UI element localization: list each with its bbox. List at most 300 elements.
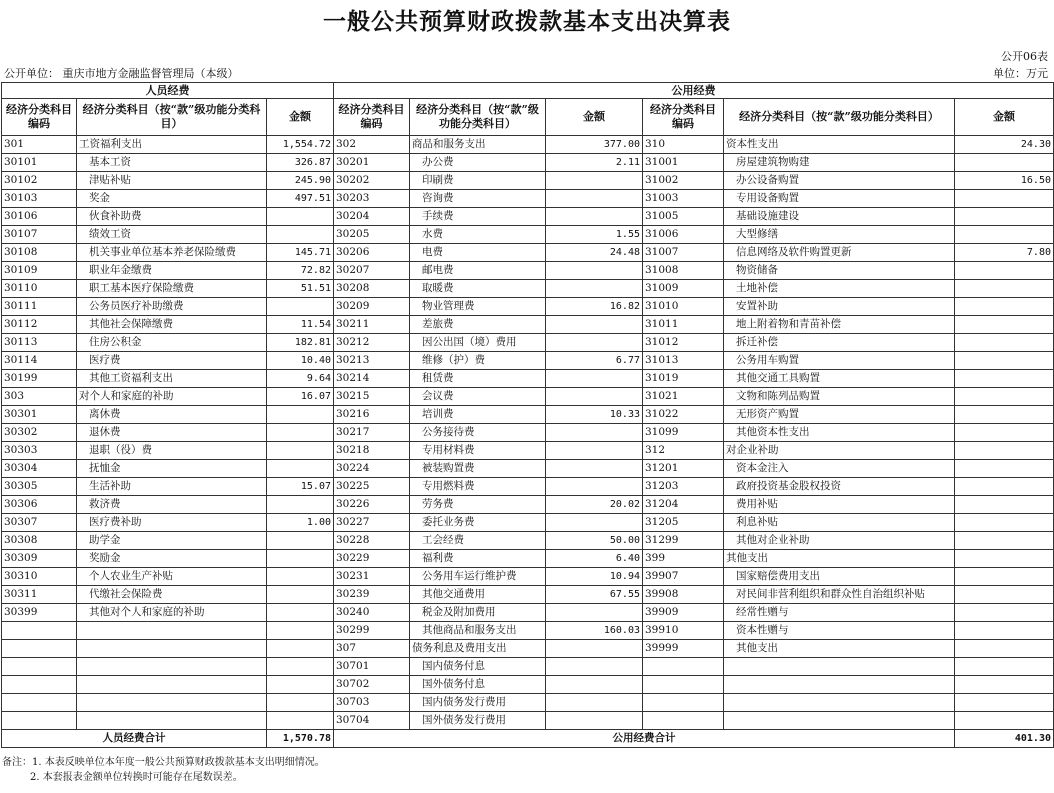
cell-amount-1 bbox=[267, 460, 334, 478]
cell-amount-2: 20.02 bbox=[546, 496, 643, 514]
cell-amount-2 bbox=[546, 316, 643, 334]
form-number: 公开06表 bbox=[1001, 50, 1048, 63]
public-total-label: 公用经费合计 bbox=[334, 730, 955, 748]
cell-amount-3: 24.30 bbox=[955, 136, 1054, 154]
expenditure-table bbox=[1, 82, 1054, 748]
cell-amount-3 bbox=[955, 460, 1054, 478]
money-unit: 单位：万元 bbox=[993, 67, 1048, 80]
cell-code-1: 30303 bbox=[2, 442, 77, 460]
table-row bbox=[2, 370, 1054, 388]
table-row bbox=[2, 550, 1054, 568]
cell-name-2: 因公出国（境）费用 bbox=[410, 334, 546, 352]
cell-amount-1 bbox=[267, 622, 334, 640]
cell-name-1 bbox=[77, 676, 267, 694]
cell-amount-2 bbox=[546, 388, 643, 406]
table-row bbox=[2, 568, 1054, 586]
cell-name-3: 经常性赠与 bbox=[724, 604, 955, 622]
cell-code-3: 31008 bbox=[643, 262, 724, 280]
cell-name-3: 公务用车购置 bbox=[724, 352, 955, 370]
cell-name-1 bbox=[77, 658, 267, 676]
cell-code-1: 303 bbox=[2, 388, 77, 406]
cell-name-2: 公务用车运行维护费 bbox=[410, 568, 546, 586]
cell-name-1 bbox=[77, 712, 267, 730]
cell-name-1: 医疗费 bbox=[77, 352, 267, 370]
cell-code-2: 30214 bbox=[334, 370, 410, 388]
cell-name-3: 土地补偿 bbox=[724, 280, 955, 298]
page-title: 一般公共预算财政拨款基本支出决算表 bbox=[323, 8, 731, 35]
cell-amount-2 bbox=[546, 460, 643, 478]
cell-amount-3 bbox=[955, 262, 1054, 280]
cell-amount-1 bbox=[267, 298, 334, 316]
table-row bbox=[2, 226, 1054, 244]
cell-amount-1 bbox=[267, 496, 334, 514]
cell-amount-3 bbox=[955, 388, 1054, 406]
cell-name-2: 电费 bbox=[410, 244, 546, 262]
section-header-row bbox=[2, 83, 1054, 99]
cell-name-1: 生活补助 bbox=[77, 478, 267, 496]
cell-name-3: 物资储备 bbox=[724, 262, 955, 280]
cell-code-3: 31010 bbox=[643, 298, 724, 316]
cell-amount-2 bbox=[546, 424, 643, 442]
table-row bbox=[2, 640, 1054, 658]
header-code-2: 经济分类科目编码 bbox=[334, 99, 410, 136]
cell-code-1: 30102 bbox=[2, 172, 77, 190]
cell-amount-3 bbox=[955, 334, 1054, 352]
cell-code-3: 31205 bbox=[643, 514, 724, 532]
cell-amount-3 bbox=[955, 424, 1054, 442]
cell-name-1 bbox=[77, 640, 267, 658]
cell-code-3: 31001 bbox=[643, 154, 724, 172]
cell-amount-3 bbox=[955, 496, 1054, 514]
cell-name-1: 工资福利支出 bbox=[77, 136, 267, 154]
cell-code-3: 399 bbox=[643, 550, 724, 568]
cell-code-2: 30231 bbox=[334, 568, 410, 586]
table-row bbox=[2, 460, 1054, 478]
table-row bbox=[2, 712, 1054, 730]
cell-amount-3 bbox=[955, 478, 1054, 496]
cell-code-3: 31013 bbox=[643, 352, 724, 370]
cell-amount-2 bbox=[546, 676, 643, 694]
cell-name-1: 奖励金 bbox=[77, 550, 267, 568]
cell-code-2: 30704 bbox=[334, 712, 410, 730]
cell-name-1: 其他工资福利支出 bbox=[77, 370, 267, 388]
cell-amount-1: 497.51 bbox=[267, 190, 334, 208]
cell-amount-2: 1.55 bbox=[546, 226, 643, 244]
cell-code-3: 31021 bbox=[643, 388, 724, 406]
table-row bbox=[2, 478, 1054, 496]
cell-amount-2: 6.40 bbox=[546, 550, 643, 568]
cell-name-1: 退休费 bbox=[77, 424, 267, 442]
cell-amount-3 bbox=[955, 406, 1054, 424]
cell-name-1: 奖金 bbox=[77, 190, 267, 208]
cell-amount-3 bbox=[955, 550, 1054, 568]
table-row bbox=[2, 514, 1054, 532]
cell-code-1: 30107 bbox=[2, 226, 77, 244]
cell-name-2: 国外债务发行费用 bbox=[410, 712, 546, 730]
cell-code-2: 30208 bbox=[334, 280, 410, 298]
cell-name-3: 资本性支出 bbox=[724, 136, 955, 154]
cell-code-3: 31201 bbox=[643, 460, 724, 478]
header-name-1: 经济分类科目（按“款”级功能分类科目） bbox=[77, 99, 267, 136]
cell-name-3: 其他资本性支出 bbox=[724, 424, 955, 442]
cell-amount-3 bbox=[955, 370, 1054, 388]
cell-amount-3 bbox=[955, 604, 1054, 622]
cell-code-1: 30114 bbox=[2, 352, 77, 370]
cell-amount-3 bbox=[955, 712, 1054, 730]
table-row bbox=[2, 694, 1054, 712]
cell-name-3: 其他对企业补助 bbox=[724, 532, 955, 550]
cell-code-1: 30106 bbox=[2, 208, 77, 226]
cell-code-3: 39909 bbox=[643, 604, 724, 622]
cell-amount-2 bbox=[546, 658, 643, 676]
cell-code-3 bbox=[643, 712, 724, 730]
cell-name-3 bbox=[724, 712, 955, 730]
cell-amount-2: 24.48 bbox=[546, 244, 643, 262]
cell-amount-2 bbox=[546, 208, 643, 226]
cell-name-3: 大型修缮 bbox=[724, 226, 955, 244]
cell-amount-3 bbox=[955, 622, 1054, 640]
cell-amount-1 bbox=[267, 568, 334, 586]
cell-amount-1 bbox=[267, 226, 334, 244]
cell-amount-3: 7.80 bbox=[955, 244, 1054, 262]
cell-code-1 bbox=[2, 622, 77, 640]
cell-code-3: 39910 bbox=[643, 622, 724, 640]
cell-name-3: 其他交通工具购置 bbox=[724, 370, 955, 388]
table-row bbox=[2, 244, 1054, 262]
section-public: 公用经费 bbox=[334, 83, 1054, 99]
cell-amount-3 bbox=[955, 532, 1054, 550]
cell-name-3: 资本性赠与 bbox=[724, 622, 955, 640]
cell-amount-1: 16.07 bbox=[267, 388, 334, 406]
cell-name-1: 津贴补贴 bbox=[77, 172, 267, 190]
cell-code-1: 30304 bbox=[2, 460, 77, 478]
cell-name-2: 手续费 bbox=[410, 208, 546, 226]
cell-amount-3 bbox=[955, 676, 1054, 694]
cell-code-1: 30302 bbox=[2, 424, 77, 442]
header-code-3: 经济分类科目编码 bbox=[643, 99, 724, 136]
cell-amount-3 bbox=[955, 316, 1054, 334]
table-row bbox=[2, 334, 1054, 352]
cell-code-3: 31099 bbox=[643, 424, 724, 442]
cell-amount-2 bbox=[546, 334, 643, 352]
header-amount-3: 金额 bbox=[955, 99, 1054, 136]
cell-code-1 bbox=[2, 676, 77, 694]
cell-code-1: 30307 bbox=[2, 514, 77, 532]
cell-code-2: 30228 bbox=[334, 532, 410, 550]
cell-amount-2 bbox=[546, 280, 643, 298]
cell-name-2: 福利费 bbox=[410, 550, 546, 568]
cell-name-3: 对企业补助 bbox=[724, 442, 955, 460]
cell-amount-2 bbox=[546, 442, 643, 460]
cell-name-3: 办公设备购置 bbox=[724, 172, 955, 190]
cell-amount-1: 1,554.72 bbox=[267, 136, 334, 154]
cell-amount-2: 6.77 bbox=[546, 352, 643, 370]
cell-name-1: 代缴社会保险费 bbox=[77, 586, 267, 604]
cell-code-3: 31012 bbox=[643, 334, 724, 352]
cell-name-1: 基本工资 bbox=[77, 154, 267, 172]
cell-amount-2: 67.55 bbox=[546, 586, 643, 604]
cell-amount-1 bbox=[267, 694, 334, 712]
cell-name-2: 培训费 bbox=[410, 406, 546, 424]
cell-name-1: 对个人和家庭的补助 bbox=[77, 388, 267, 406]
cell-name-2: 公务接待费 bbox=[410, 424, 546, 442]
cell-code-1: 30103 bbox=[2, 190, 77, 208]
cell-code-1 bbox=[2, 694, 77, 712]
cell-name-2: 印刷费 bbox=[410, 172, 546, 190]
cell-code-3: 39999 bbox=[643, 640, 724, 658]
cell-code-2: 30702 bbox=[334, 676, 410, 694]
cell-code-1 bbox=[2, 712, 77, 730]
table-row bbox=[2, 496, 1054, 514]
reporting-unit: 公开单位： 重庆市地方金融监督管理局（本级） bbox=[4, 67, 239, 80]
cell-amount-1: 51.51 bbox=[267, 280, 334, 298]
table-row bbox=[2, 622, 1054, 640]
cell-name-2: 劳务费 bbox=[410, 496, 546, 514]
cell-code-2: 30224 bbox=[334, 460, 410, 478]
cell-name-1: 医疗费补助 bbox=[77, 514, 267, 532]
cell-name-2: 会议费 bbox=[410, 388, 546, 406]
cell-code-1: 30399 bbox=[2, 604, 77, 622]
personnel-total-label: 人员经费合计 bbox=[2, 730, 267, 748]
cell-amount-3 bbox=[955, 298, 1054, 316]
cell-amount-2 bbox=[546, 712, 643, 730]
personnel-total-value: 1,570.78 bbox=[267, 730, 334, 748]
cell-name-3: 其他支出 bbox=[724, 640, 955, 658]
cell-amount-2: 16.82 bbox=[546, 298, 643, 316]
cell-amount-1 bbox=[267, 442, 334, 460]
cell-amount-3 bbox=[955, 352, 1054, 370]
cell-name-2: 税金及附加费用 bbox=[410, 604, 546, 622]
cell-name-1: 救济费 bbox=[77, 496, 267, 514]
cell-name-2: 水费 bbox=[410, 226, 546, 244]
cell-amount-2 bbox=[546, 370, 643, 388]
cell-amount-3 bbox=[955, 568, 1054, 586]
header-amount-2: 金额 bbox=[546, 99, 643, 136]
cell-amount-1: 245.90 bbox=[267, 172, 334, 190]
cell-code-2: 30212 bbox=[334, 334, 410, 352]
cell-name-2: 委托业务费 bbox=[410, 514, 546, 532]
cell-code-1: 30310 bbox=[2, 568, 77, 586]
cell-amount-1: 10.40 bbox=[267, 352, 334, 370]
cell-name-3: 无形资产购置 bbox=[724, 406, 955, 424]
cell-name-3 bbox=[724, 694, 955, 712]
cell-code-1: 30109 bbox=[2, 262, 77, 280]
cell-code-2: 30299 bbox=[334, 622, 410, 640]
cell-code-1: 30311 bbox=[2, 586, 77, 604]
cell-name-3: 基础设施建设 bbox=[724, 208, 955, 226]
cell-code-1: 30306 bbox=[2, 496, 77, 514]
cell-code-2: 30226 bbox=[334, 496, 410, 514]
table-row bbox=[2, 352, 1054, 370]
cell-name-2: 其他交通费用 bbox=[410, 586, 546, 604]
cell-code-1 bbox=[2, 658, 77, 676]
cell-name-1 bbox=[77, 622, 267, 640]
cell-code-2: 30213 bbox=[334, 352, 410, 370]
cell-name-3: 资本金注入 bbox=[724, 460, 955, 478]
table-row bbox=[2, 172, 1054, 190]
column-header-row bbox=[2, 99, 1054, 136]
cell-code-3: 31009 bbox=[643, 280, 724, 298]
cell-code-3: 31007 bbox=[643, 244, 724, 262]
header-name-3: 经济分类科目（按“款”级功能分类科目） bbox=[724, 99, 955, 136]
cell-name-2: 专用燃料费 bbox=[410, 478, 546, 496]
cell-amount-3 bbox=[955, 190, 1054, 208]
cell-amount-2 bbox=[546, 604, 643, 622]
cell-name-2: 商品和服务支出 bbox=[410, 136, 546, 154]
cell-amount-2 bbox=[546, 190, 643, 208]
table-row bbox=[2, 136, 1054, 154]
cell-amount-2: 10.94 bbox=[546, 568, 643, 586]
cell-code-2: 30207 bbox=[334, 262, 410, 280]
cell-amount-3 bbox=[955, 226, 1054, 244]
cell-code-1: 30101 bbox=[2, 154, 77, 172]
cell-code-3: 31299 bbox=[643, 532, 724, 550]
cell-name-3: 房屋建筑物购建 bbox=[724, 154, 955, 172]
cell-amount-1: 326.87 bbox=[267, 154, 334, 172]
table-row bbox=[2, 532, 1054, 550]
cell-code-3: 31006 bbox=[643, 226, 724, 244]
table-row bbox=[2, 316, 1054, 334]
cell-code-3: 31019 bbox=[643, 370, 724, 388]
cell-code-1: 30199 bbox=[2, 370, 77, 388]
cell-code-1: 301 bbox=[2, 136, 77, 154]
cell-name-3: 费用补贴 bbox=[724, 496, 955, 514]
cell-code-2: 302 bbox=[334, 136, 410, 154]
cell-amount-2: 50.00 bbox=[546, 532, 643, 550]
table-row bbox=[2, 190, 1054, 208]
cell-amount-1 bbox=[267, 208, 334, 226]
cell-code-1 bbox=[2, 640, 77, 658]
cell-code-2: 30215 bbox=[334, 388, 410, 406]
cell-name-3: 国家赔偿费用支出 bbox=[724, 568, 955, 586]
cell-amount-3 bbox=[955, 694, 1054, 712]
cell-name-1: 绩效工资 bbox=[77, 226, 267, 244]
cell-code-1: 30305 bbox=[2, 478, 77, 496]
cell-code-3: 39907 bbox=[643, 568, 724, 586]
header-code-1: 经济分类科目编码 bbox=[2, 99, 77, 136]
cell-code-3: 31011 bbox=[643, 316, 724, 334]
cell-name-2: 咨询费 bbox=[410, 190, 546, 208]
cell-amount-3 bbox=[955, 658, 1054, 676]
cell-code-2: 30204 bbox=[334, 208, 410, 226]
cell-name-3: 政府投资基金股权投资 bbox=[724, 478, 955, 496]
table-row bbox=[2, 280, 1054, 298]
cell-code-2: 30203 bbox=[334, 190, 410, 208]
cell-amount-2 bbox=[546, 514, 643, 532]
cell-code-1: 30309 bbox=[2, 550, 77, 568]
cell-code-2: 30218 bbox=[334, 442, 410, 460]
cell-name-3: 地上附着物和青苗补偿 bbox=[724, 316, 955, 334]
cell-name-1: 伙食补助费 bbox=[77, 208, 267, 226]
cell-code-1: 30108 bbox=[2, 244, 77, 262]
cell-amount-1 bbox=[267, 550, 334, 568]
cell-name-3: 文物和陈列品购置 bbox=[724, 388, 955, 406]
cell-amount-1: 1.00 bbox=[267, 514, 334, 532]
table-row bbox=[2, 658, 1054, 676]
cell-amount-1 bbox=[267, 406, 334, 424]
cell-amount-3 bbox=[955, 208, 1054, 226]
cell-amount-3 bbox=[955, 514, 1054, 532]
cell-name-1: 其他对个人和家庭的补助 bbox=[77, 604, 267, 622]
cell-name-2: 国外债务付息 bbox=[410, 676, 546, 694]
cell-amount-1 bbox=[267, 658, 334, 676]
cell-name-2: 邮电费 bbox=[410, 262, 546, 280]
cell-amount-1: 145.71 bbox=[267, 244, 334, 262]
section-personnel: 人员经费 bbox=[2, 83, 334, 99]
cell-amount-1 bbox=[267, 676, 334, 694]
cell-name-1: 公务员医疗补助缴费 bbox=[77, 298, 267, 316]
notes bbox=[2, 755, 325, 785]
cell-amount-1: 72.82 bbox=[267, 262, 334, 280]
cell-code-1: 30111 bbox=[2, 298, 77, 316]
cell-name-1: 助学金 bbox=[77, 532, 267, 550]
cell-name-2: 取暖费 bbox=[410, 280, 546, 298]
table-row bbox=[2, 262, 1054, 280]
cell-name-1: 抚恤金 bbox=[77, 460, 267, 478]
cell-code-1: 30308 bbox=[2, 532, 77, 550]
cell-name-3: 对民间非营利组织和群众性自治组织补贴 bbox=[724, 586, 955, 604]
cell-name-1: 机关事业单位基本养老保险缴费 bbox=[77, 244, 267, 262]
cell-name-2: 国内债务付息 bbox=[410, 658, 546, 676]
cell-code-3: 31003 bbox=[643, 190, 724, 208]
cell-name-1: 离休费 bbox=[77, 406, 267, 424]
cell-amount-1 bbox=[267, 424, 334, 442]
header-amount-1: 金额 bbox=[267, 99, 334, 136]
cell-name-1: 个人农业生产补贴 bbox=[77, 568, 267, 586]
note-2: 2. 本套报表金额单位转换时可能存在尾数误差。 bbox=[30, 772, 243, 783]
cell-name-2: 差旅费 bbox=[410, 316, 546, 334]
cell-code-2: 307 bbox=[334, 640, 410, 658]
cell-code-3: 31002 bbox=[643, 172, 724, 190]
public-total-value: 401.30 bbox=[955, 730, 1054, 748]
cell-amount-2 bbox=[546, 172, 643, 190]
cell-amount-1: 15.07 bbox=[267, 478, 334, 496]
cell-code-2: 30201 bbox=[334, 154, 410, 172]
cell-code-2: 30205 bbox=[334, 226, 410, 244]
table-row bbox=[2, 604, 1054, 622]
cell-amount-1: 182.81 bbox=[267, 334, 334, 352]
cell-code-3: 31005 bbox=[643, 208, 724, 226]
cell-code-3: 39908 bbox=[643, 586, 724, 604]
cell-amount-1 bbox=[267, 640, 334, 658]
cell-amount-1 bbox=[267, 586, 334, 604]
cell-name-2: 办公费 bbox=[410, 154, 546, 172]
cell-name-2: 其他商品和服务支出 bbox=[410, 622, 546, 640]
cell-name-1: 住房公积金 bbox=[77, 334, 267, 352]
cell-name-1: 职工基本医疗保险缴费 bbox=[77, 280, 267, 298]
cell-code-3 bbox=[643, 676, 724, 694]
cell-amount-2 bbox=[546, 478, 643, 496]
cell-code-1: 30112 bbox=[2, 316, 77, 334]
cell-name-1 bbox=[77, 694, 267, 712]
cell-name-2: 工会经费 bbox=[410, 532, 546, 550]
cell-name-2: 租赁费 bbox=[410, 370, 546, 388]
cell-name-3: 专用设备购置 bbox=[724, 190, 955, 208]
header-name-2: 经济分类科目（按“款”级功能分类科目） bbox=[410, 99, 546, 136]
cell-name-3: 利息补贴 bbox=[724, 514, 955, 532]
table-row bbox=[2, 154, 1054, 172]
cell-code-2: 30227 bbox=[334, 514, 410, 532]
totals-row bbox=[2, 730, 1054, 748]
table-row bbox=[2, 586, 1054, 604]
table-row bbox=[2, 442, 1054, 460]
cell-code-2: 30216 bbox=[334, 406, 410, 424]
cell-name-1: 退职（役）费 bbox=[77, 442, 267, 460]
cell-code-2: 30206 bbox=[334, 244, 410, 262]
cell-code-3: 310 bbox=[643, 136, 724, 154]
table-row bbox=[2, 406, 1054, 424]
cell-amount-3 bbox=[955, 586, 1054, 604]
